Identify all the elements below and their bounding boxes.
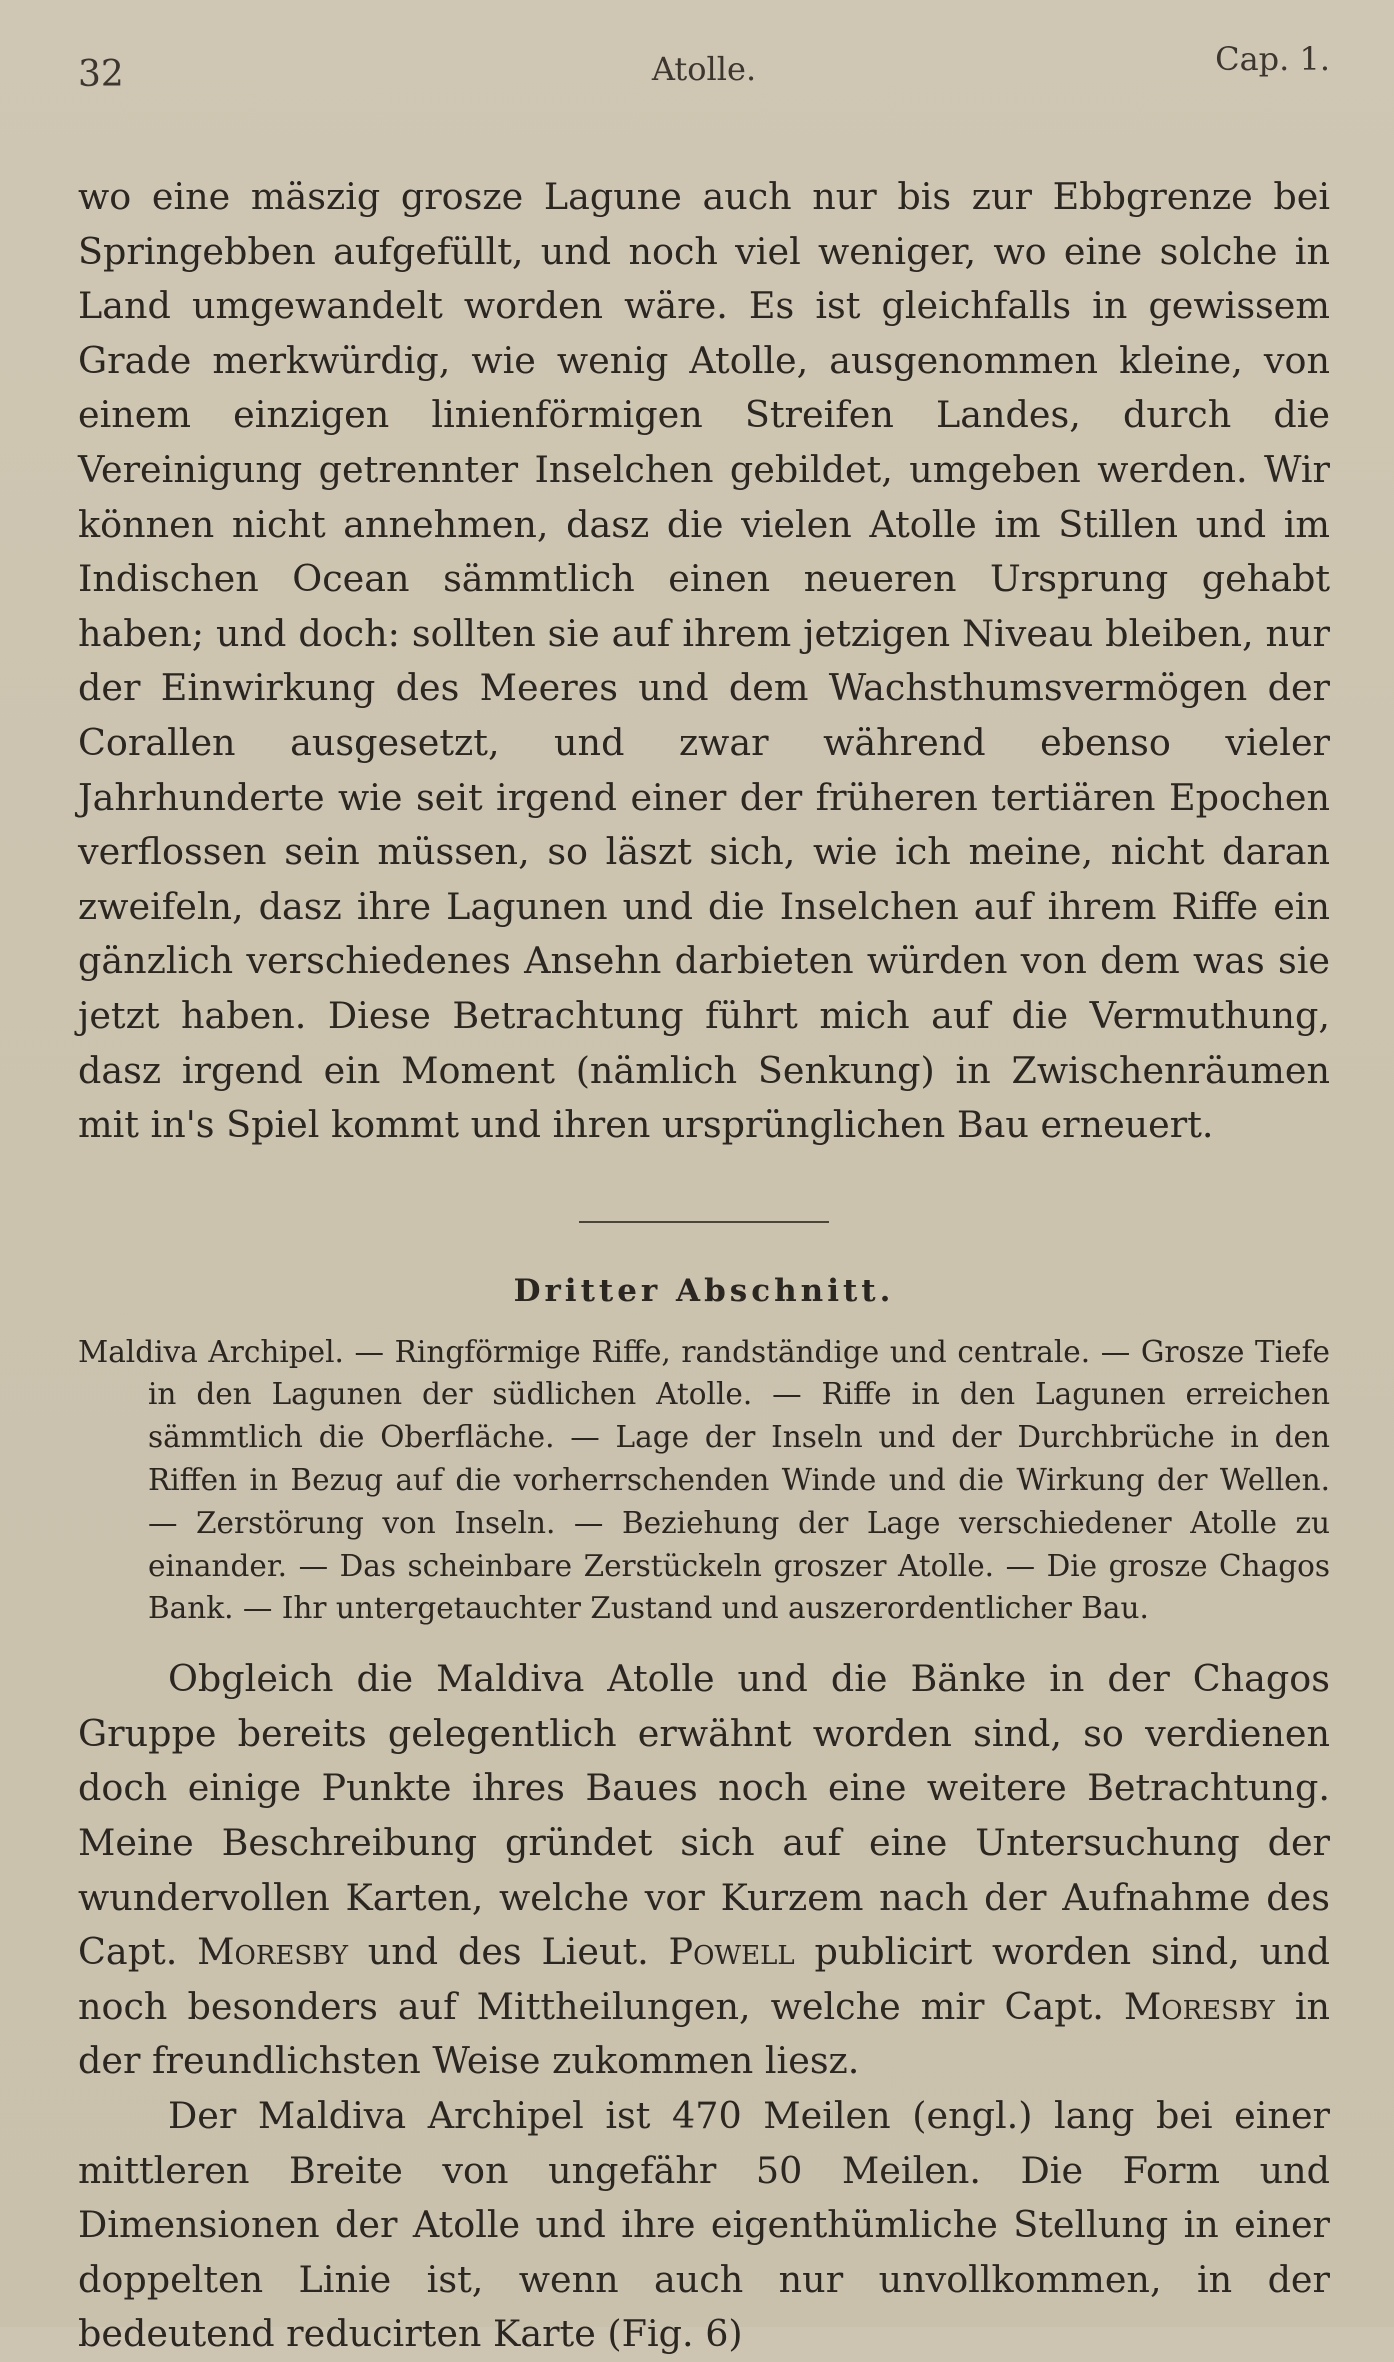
- section-divider: [579, 1221, 829, 1223]
- paragraph-1-text-b: und des Lieut.: [367, 1930, 649, 1974]
- author-name-powell: Powell: [668, 1930, 795, 1974]
- paragraph-1-text-a: Obgleich die Maldiva Atolle und die Bänke in der Chagos Gruppe bereits gelegentlich erwähnt worden sind, so verdienen doch einige Punkte ihres Baues noch eine weitere Betrachtung. Meine Beschreibung gründet sich auf eine Untersuchung der wundervollen Karten, welche vor Kurzem nach der Aufnahme des Capt.: [78, 1657, 1330, 1974]
- section-body: [78, 1652, 1330, 2362]
- section-synopsis: Maldiva Archipel. — Ringförmige Riffe, randständige und centrale. — Grosze Tiefe in den Lagunen der südlichen Atolle. — Riffe in den Lagunen erreichen sämmtlich die Oberfläche. — Lage der Inseln und der Durchbrüche in den Riffen in Bezug auf die vorherrschenden Winde und die Wirkung der Wellen. — Zerstörung von Inseln. — Beziehung der Lage verschiedener Atolle zu einander. — Das scheinbare Zerstückeln groszer Atolle. — Die grosze Chagos Bank. — Ihr untergetauchter Zustand und auszerordentlicher Bau.: [78, 1334, 1330, 1626]
- section-title: Dritter Abschnitt.: [513, 1272, 895, 1309]
- body-paragraph-1: [78, 1652, 1330, 2089]
- chapter-label: Cap. 1.: [1215, 40, 1330, 78]
- page-header: [78, 30, 1330, 110]
- page-number: 32: [78, 54, 124, 95]
- author-name-moresby-2: Moresby: [1123, 1984, 1275, 2028]
- opening-paragraph-block: [78, 170, 1330, 1153]
- body-paragraph-2: Der Maldiva Archipel ist 470 Meilen (engl.) lang bei einer mittleren Breite von ungefähr 50 Meilen. Die Form und Dimensionen der Atolle und ihre eigenthümliche Stellung in einer doppelten Linie ist, wenn auch nur unvollkommen, in der bedeutend reducirten Karte (Fig. 6): [78, 2094, 1330, 2356]
- paragraph-1-text-d: in der freundlichsten Weise zukommen liesz.: [78, 1984, 1330, 2083]
- opening-paragraph: wo eine mäszig grosze Lagune auch nur bis zur Ebbgrenze bei Springebben aufgefüllt, und noch viel weniger, wo eine solche in Land umgewandelt worden wäre. Es ist gleichfalls in gewissem Grade merkwürdig, wie wenig Atolle, ausgenommen kleine, von einem einzigen linienförmigen Streifen Landes, durch die Vereinigung getrennter Inselchen gebildet, umgeben werden. Wir können nicht annehmen, dasz die vielen Atolle im Stillen und im Indischen Ocean sämmtlich einen neueren Ursprung gehabt haben; und doch: sollten sie auf ihrem jetzigen Niveau bleiben, nur der Einwirkung des Meeres und dem Wachsthumsvermögen der Corallen ausgesetzt, und zwar während ebenso vieler Jahrhunderte wie seit irgend einer der früheren tertiären Epochen verflossen sein müssen, so läszt sich, wie ich meine, nicht daran zweifeln, dasz ihre Lagunen und die Inselchen auf ihrem Riffe ein gänzlich verschiedenes Ansehn darbieten würden von dem was sie jetzt haben. Diese Betrachtung führt mich auf die Vermuthung, dasz irgend ein Moment (nämlich Senkung) in Zwischenräumen mit in's Spiel kommt und ihren ursprünglichen Bau erneuert.: [78, 175, 1330, 1147]
- author-name-moresby: Moresby: [197, 1930, 348, 1974]
- running-title: Atolle.: [651, 50, 757, 88]
- paragraph-1-text-c: publicirt worden sind, und noch besonders auf Mittheilungen, welche mir Capt.: [78, 1930, 1331, 2028]
